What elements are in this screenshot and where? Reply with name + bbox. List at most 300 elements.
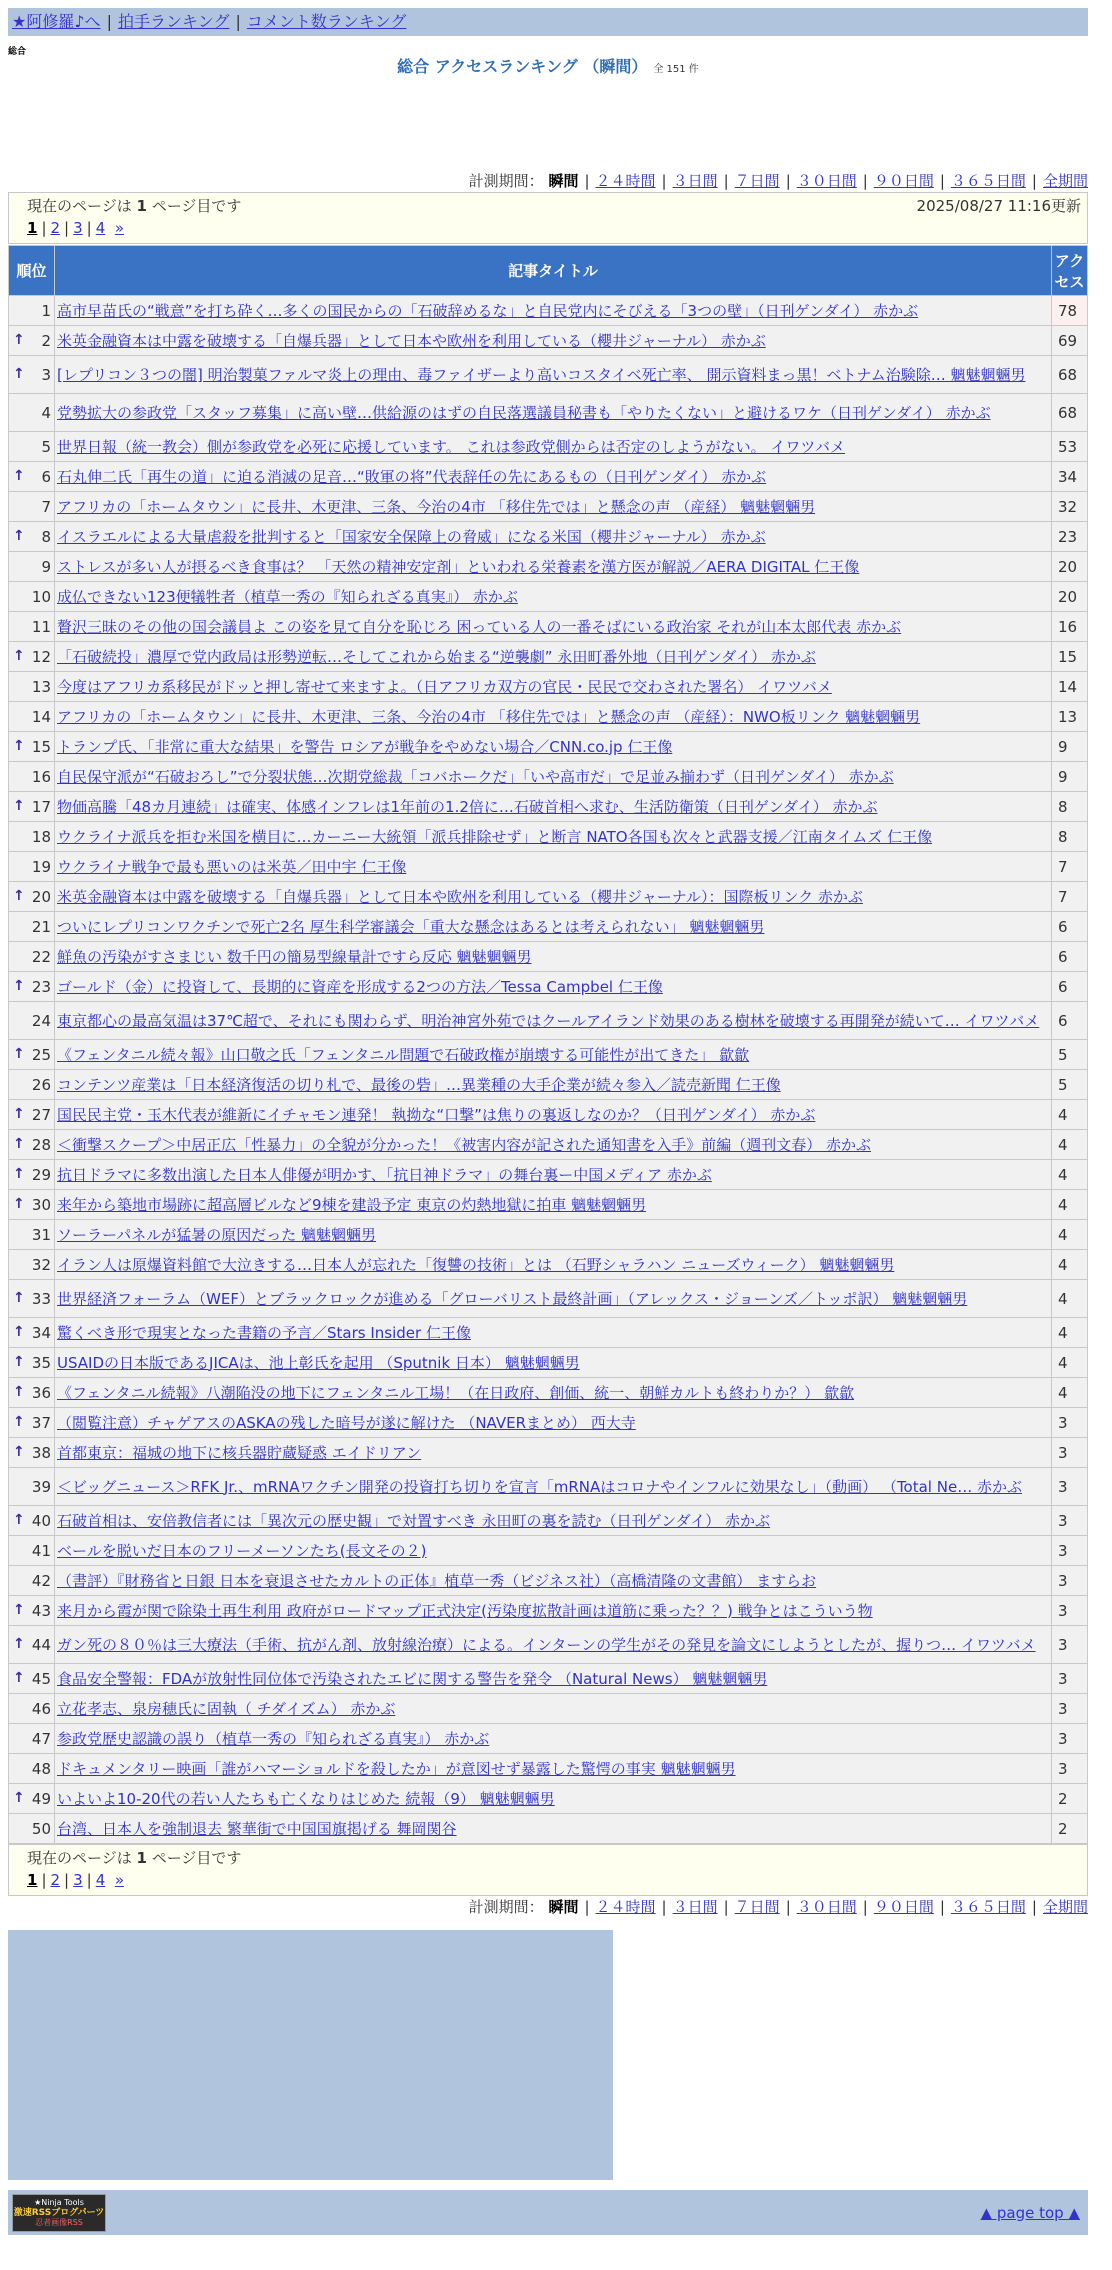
table-row: [9, 732, 1088, 762]
article-link[interactable]: 米英金融資本は中露を破壊する「自爆兵器」として日本や欧州を利用している（櫻井ジャーナル） 赤かぶ: [57, 331, 766, 350]
period-link-7d[interactable]: ７日間: [734, 172, 780, 190]
rank-number: 8: [41, 527, 51, 546]
access-count: 4: [1052, 1348, 1088, 1378]
access-count: 32: [1052, 492, 1088, 522]
page-link-3[interactable]: 3: [73, 1871, 83, 1889]
badge-line2: 激速RSSブログパーツ: [13, 2207, 105, 2218]
rank-cell: [9, 1626, 55, 1664]
access-count: 3: [1052, 1664, 1088, 1694]
rank-cell: [9, 1318, 55, 1348]
access-count: 4: [1052, 1318, 1088, 1348]
article-link[interactable]: 党勢拡大の参政党「スタッフ募集」に高い壁…供給源のはずの自民落選議員秘書も「やりたくない」と避けるワケ（日刊ゲンダイ） 赤かぶ: [57, 403, 991, 422]
title-cell: [55, 1536, 1052, 1566]
article-link[interactable]: 抗日ドラマに多数出演した日本人俳優が明かす、「抗日神ドラマ」の舞台裏ー中国メディア 赤かぶ: [57, 1165, 712, 1184]
article-link[interactable]: 高市早苗氏の“戦意”を打ち砕く…多くの国民からの「石破辞めるな」と自民党内にそびえる「3つの壁」（日刊ゲンダイ） 赤かぶ: [57, 301, 919, 320]
access-count: 3: [1052, 1596, 1088, 1626]
table-row: [9, 1536, 1088, 1566]
table-row: [9, 1596, 1088, 1626]
access-count: 6: [1052, 1002, 1088, 1040]
article-link[interactable]: ドキュメンタリー映画「誰がハマーショルドを殺したか」が意図せず暴露した驚愕の事実 魑魅魍魎男: [57, 1759, 736, 1778]
home-link[interactable]: ★阿修羅♪へ: [12, 12, 101, 31]
period-link-3d[interactable]: ３日間: [672, 172, 718, 190]
table-row: [9, 1784, 1088, 1814]
access-count: 16: [1052, 612, 1088, 642]
access-count: 5: [1052, 1070, 1088, 1100]
rank-cell: [9, 432, 55, 462]
access-count: 20: [1052, 552, 1088, 582]
period-selector-top: 計測期間： 瞬間 | ２４時間 | ３日間 | ７日間 | ３０日間 | ９０日間 | ３６５日間 | 全期間: [468, 172, 1088, 190]
page-link-4[interactable]: 4: [95, 1871, 106, 1889]
rank-number: 14: [31, 707, 51, 726]
title-cell: [55, 942, 1052, 972]
table-row: [9, 356, 1088, 394]
rank-up-arrow-icon: ↑: [13, 1635, 25, 1652]
comments-ranking-link[interactable]: コメント数ランキング: [246, 12, 407, 31]
rank-cell: [9, 762, 55, 792]
rank-number: 35: [31, 1353, 51, 1372]
nav-separator: |: [235, 12, 241, 31]
rank-number: 31: [31, 1225, 51, 1244]
title-cell: [55, 1724, 1052, 1754]
table-row: [9, 1814, 1088, 1844]
rank-cell: [9, 1040, 55, 1070]
rank-number: 29: [31, 1165, 51, 1184]
access-count: 3: [1052, 1626, 1088, 1664]
article-link[interactable]: 食品安全警報：FDAが放射性同位体で汚染されたエビに関する警告を発令 （Natural News） 魑魅魍魎男: [57, 1669, 768, 1688]
access-count: 8: [1052, 792, 1088, 822]
table-row: [9, 1438, 1088, 1468]
title-cell: [55, 1408, 1052, 1438]
rank-cell: [9, 1100, 55, 1130]
access-count: 68: [1052, 356, 1088, 394]
article-link[interactable]: 自民保守派が“石破おろし”で分裂状態…次期党総裁「コバホークだ」「いや高市だ」で足並み揃わず（日刊ゲンダイ） 赤かぶ: [57, 767, 894, 786]
table-row: [9, 1408, 1088, 1438]
access-count: 6: [1052, 912, 1088, 942]
table-row: [9, 612, 1088, 642]
period-selector-bottom: 計測期間： 瞬間 | ２４時間 | ３日間 | ７日間 | ３０日間 | ９０日間 | ３６５日間 | 全期間: [468, 1898, 1088, 1916]
table-row: [9, 326, 1088, 356]
article-link[interactable]: アフリカの「ホームタウン」に長井、木更津、三条、今治の4市 「移住先では」と懸念の声 （産経） 魑魅魍魎男: [57, 497, 816, 516]
table-row: [9, 702, 1088, 732]
title-cell: [55, 972, 1052, 1002]
rank-number: 32: [31, 1255, 51, 1274]
next-page-link[interactable]: »: [114, 1871, 124, 1889]
article-link[interactable]: 成仏できない123便犠牲者（植草一秀の『知られざる真実』） 赤かぶ: [57, 587, 518, 606]
article-link[interactable]: ウクライナ戦争で最も悪いのは米英／田中宇 仁王像: [57, 857, 407, 876]
access-count: 2: [1052, 1784, 1088, 1814]
table-row: [9, 822, 1088, 852]
title-cell: [55, 1378, 1052, 1408]
access-count: 4: [1052, 1280, 1088, 1318]
period-link-365d[interactable]: ３６５日間: [950, 1898, 1026, 1916]
rank-cell: [9, 1438, 55, 1468]
rank-number: 17: [31, 797, 51, 816]
table-row: [9, 1664, 1088, 1694]
page-link-current: 1: [27, 1871, 38, 1889]
header-rank: 順位: [9, 246, 55, 296]
access-count: 3: [1052, 1754, 1088, 1784]
access-count: 4: [1052, 1190, 1088, 1220]
title-cell: [55, 1694, 1052, 1724]
period-link-24h[interactable]: ２４時間: [595, 172, 656, 190]
table-row: [9, 522, 1088, 552]
title-cell: [55, 356, 1052, 394]
ranking-title: 総合 アクセスランキング （瞬間）: [397, 57, 648, 76]
rank-cell: [9, 492, 55, 522]
rank-number: 39: [31, 1477, 51, 1496]
article-link[interactable]: 鮮魚の汚染がすさまじい 数千円の簡易型線量計ですら反応 魑魅魍魎男: [57, 947, 532, 966]
article-link[interactable]: ＜衝撃スクープ＞中居正広「性暴力」の全貌が分かった！《被害内容が記された通知書を入手》前編（週刊文春） 赤かぶ: [57, 1135, 872, 1154]
rank-number: 26: [31, 1075, 51, 1094]
access-count: 3: [1052, 1506, 1088, 1536]
article-link[interactable]: 東京都心の最高気温は37℃超で、それにも関わらず、明治神宮外苑ではクールアイランド効果のある樹林を破壊する再開発が続いて… イワツバメ: [57, 1011, 1040, 1030]
access-count: 7: [1052, 882, 1088, 912]
title-cell: [55, 1160, 1052, 1190]
rank-up-arrow-icon: ↑: [13, 1443, 25, 1460]
access-count: 15: [1052, 642, 1088, 672]
rank-cell: [9, 1220, 55, 1250]
rank-cell: [9, 1536, 55, 1566]
header-title: 記事タイトル: [55, 246, 1052, 296]
rank-cell: [9, 852, 55, 882]
title-cell: [55, 1318, 1052, 1348]
table-row: [9, 852, 1088, 882]
article-link[interactable]: 来月から霞が関で除染土再生利用 政府がロードマップ正式決定(汚染度拡散計画は道筋に乗った？？) 戦争とはこういう物: [57, 1601, 873, 1620]
period-link-30d[interactable]: ３０日間: [796, 172, 857, 190]
rank-cell: [9, 296, 55, 326]
title-cell: [55, 672, 1052, 702]
table-row: [9, 1318, 1088, 1348]
article-link[interactable]: ウクライナ派兵を拒む米国を横目に…カーニー大統領「派兵排除せず」と断言 NATO各国も次々と武器支援／江南タイムズ 仁王像: [57, 827, 933, 846]
rank-number: 18: [31, 827, 51, 846]
table-row: [9, 882, 1088, 912]
rank-up-arrow-icon: ↑: [13, 1353, 25, 1370]
table-row: [9, 792, 1088, 822]
rank-cell: [9, 1160, 55, 1190]
period-current: 瞬間: [548, 172, 579, 190]
access-count: 2: [1052, 1814, 1088, 1844]
title-cell: [55, 1130, 1052, 1160]
rank-number: 1: [41, 301, 51, 320]
rank-cell: [9, 552, 55, 582]
period-link-24h[interactable]: ２４時間: [595, 1898, 656, 1916]
rank-number: 42: [31, 1571, 51, 1590]
title-cell: [55, 1754, 1052, 1784]
title-cell: [55, 612, 1052, 642]
rank-number: 3: [41, 365, 51, 384]
table-row: [9, 1130, 1088, 1160]
rank-up-arrow-icon: ↑: [13, 1383, 25, 1400]
page-top-link[interactable]: ▲ page top ▲: [980, 2203, 1080, 2222]
title-cell: [55, 1220, 1052, 1250]
article-link[interactable]: 「石破続投」濃厚で党内政局は形勢逆転…そしてこれから始まる“逆襲劇” 永田町番外地（日刊ゲンダイ） 赤かぶ: [57, 647, 816, 666]
article-link[interactable]: 参政党歴史認識の誤り（植草一秀の『知られざる真実』） 赤かぶ: [57, 1729, 490, 1748]
category-label: 総合: [8, 47, 27, 57]
access-count: 5: [1052, 1040, 1088, 1070]
article-link[interactable]: イスラエルによる大量虐殺を批判すると「国家安全保障上の脅威」になる米国（櫻井ジャーナル） 赤かぶ: [57, 527, 766, 546]
access-count: 6: [1052, 942, 1088, 972]
ad-spacer: [8, 78, 1088, 170]
rank-number: 25: [31, 1045, 51, 1064]
page-links: 1 | 2 | 3 | 4 »: [27, 1871, 124, 1889]
article-link[interactable]: ＜ビッグニュース＞RFK Jr.、mRNAワクチン開発の投資打ち切りを宣言「mRNAはコロナやインフルに効果なし」（動画） （Total Ne… 赤かぶ: [57, 1477, 1022, 1496]
access-count: 3: [1052, 1408, 1088, 1438]
period-link-30d[interactable]: ３０日間: [796, 1898, 857, 1916]
rank-cell: [9, 1506, 55, 1536]
rank-number: 6: [41, 467, 51, 486]
access-count: 9: [1052, 762, 1088, 792]
rank-number: 37: [31, 1413, 51, 1432]
title-cell: [55, 326, 1052, 356]
period-link-90d[interactable]: ９０日間: [873, 172, 934, 190]
access-count: 3: [1052, 1468, 1088, 1506]
badge-line3: 忍者画像RSS: [35, 2217, 83, 2227]
article-link[interactable]: ガン死の８０％は三大療法（手術、抗がん剤、放射線治療）による。インターンの学生がその発見を論文にしようとしたが、握りつ… イワツバメ: [57, 1635, 1036, 1654]
access-count: 3: [1052, 1694, 1088, 1724]
title-cell: [55, 394, 1052, 432]
rank-cell: [9, 1566, 55, 1596]
rank-cell: [9, 972, 55, 1002]
ninja-rss-badge[interactable]: [12, 2194, 106, 2232]
rank-number: 10: [31, 587, 51, 606]
article-link[interactable]: ゴールド（金）に投資して、長期的に資産を形成する2つの方法／Tessa Campbel 仁王像: [57, 977, 663, 996]
rank-number: 43: [31, 1601, 51, 1620]
rank-up-arrow-icon: ↑: [13, 1511, 25, 1528]
rank-cell: [9, 394, 55, 432]
access-count: 3: [1052, 1438, 1088, 1468]
rank-number: 44: [31, 1635, 51, 1654]
article-link[interactable]: [レプリコン３つの闇] 明治製菓ファルマ炎上の理由、毒ファイザーより高いコスタイベ死亡率、 開示資料まっ黒！ベトナム治験除… 魑魅魍魎男: [57, 365, 1026, 384]
access-count: 4: [1052, 1378, 1088, 1408]
table-row: [9, 552, 1088, 582]
article-link[interactable]: （閲覧注意）チャゲアスのASKAの残した暗号が遂に解けた （NAVERまとめ） 西大寺: [57, 1413, 636, 1432]
rank-cell: [9, 672, 55, 702]
article-link[interactable]: イラン人は原爆資料館で大泣きする…日本人が忘れた「復讐の技術」とは （石野シャラハン ニューズウィーク） 魑魅魍魎男: [57, 1255, 895, 1274]
table-row: [9, 1724, 1088, 1754]
rank-number: 5: [41, 437, 51, 456]
article-link[interactable]: 立花孝志、泉房穂氏に固執（ チダイズム） 赤かぶ: [57, 1699, 396, 1718]
rank-up-arrow-icon: ↑: [13, 1165, 25, 1182]
rank-cell: [9, 612, 55, 642]
rank-number: 38: [31, 1443, 51, 1462]
rank-cell: [9, 1348, 55, 1378]
title-cell: [55, 552, 1052, 582]
access-count: 6: [1052, 972, 1088, 1002]
title-cell: [55, 1468, 1052, 1506]
rank-up-arrow-icon: ↑: [13, 647, 25, 664]
rank-number: 19: [31, 857, 51, 876]
period-link-365d[interactable]: ３６５日間: [950, 172, 1026, 190]
title-cell: [55, 762, 1052, 792]
table-row: [9, 1694, 1088, 1724]
title-cell: [55, 1100, 1052, 1130]
article-link[interactable]: 驚くべき形で現実となった書籍の予言／Stars Insider 仁王像: [57, 1323, 471, 1342]
article-link[interactable]: ストレスが多い人が摂るべき食事は？ 「天然の精神安定剤」といわれる栄養素を漢方医が解説／AERA DIGITAL 仁王像: [57, 557, 860, 576]
rank-cell: [9, 822, 55, 852]
rank-number: 13: [31, 677, 51, 696]
access-count: 53: [1052, 432, 1088, 462]
title-cell: [55, 1596, 1052, 1626]
article-link[interactable]: トランプ氏、「非常に重大な結果」を警告 ロシアが戦争をやめない場合／CNN.co.jp 仁王像: [57, 737, 673, 756]
footer-bar: [8, 2190, 1088, 2235]
rank-number: 21: [31, 917, 51, 936]
article-link[interactable]: USAIDの日本版であるJICAは、池上彰氏を起用 （Sputnik 日本） 魑魅魍魎男: [57, 1353, 580, 1372]
article-link[interactable]: （書評）『財務省と日銀 日本を衰退させたカルトの正体』植草一秀（ビジネス社）（高橋清隆の文書館） ますらお: [57, 1571, 817, 1590]
updated-time: 2025/08/27 11:16更新: [916, 197, 1081, 215]
title-cell: [55, 642, 1052, 672]
total-count: 全 151 件: [653, 64, 699, 75]
table-row: [9, 492, 1088, 522]
table-row: [9, 642, 1088, 672]
rank-cell: [9, 1250, 55, 1280]
article-link[interactable]: 来年から築地市場跡に超高層ビルなど9棟を建設予定 東京の灼熱地獄に拍車 魑魅魍魎男: [57, 1195, 647, 1214]
rank-number: 15: [31, 737, 51, 756]
rank-up-arrow-icon: ↑: [13, 331, 25, 348]
article-link[interactable]: 石丸伸二氏「再生の道」に迫る消滅の足音…“敗軍の将”代表辞任の先にあるもの（日刊ゲンダイ） 赤かぶ: [57, 467, 767, 486]
period-label: 計測期間：: [468, 1898, 544, 1916]
period-label: 計測期間：: [468, 172, 544, 190]
current-page-text: 現在のページは 1 ページ目です: [27, 197, 242, 215]
current-page-text: 現在のページは 1 ページ目です: [27, 1849, 242, 1867]
access-count: 20: [1052, 582, 1088, 612]
access-count: 7: [1052, 852, 1088, 882]
table-row: [9, 1754, 1088, 1784]
rank-number: 22: [31, 947, 51, 966]
article-link[interactable]: 《フェンタニル続々報》山口敬之氏「フェンタニル問題で石破政権が崩壊する可能性が出てきた」 歙歙: [57, 1045, 750, 1064]
rank-number: 27: [31, 1105, 51, 1124]
rank-up-arrow-icon: ↑: [13, 1601, 25, 1618]
table-row: [9, 762, 1088, 792]
rank-cell: [9, 1130, 55, 1160]
table-row: [9, 296, 1088, 326]
period-link-all[interactable]: 全期間: [1042, 172, 1088, 190]
rank-number: 28: [31, 1135, 51, 1154]
table-row: [9, 432, 1088, 462]
rank-cell: [9, 1814, 55, 1844]
article-link[interactable]: 《フェンタニル続報》八潮陥没の地下にフェンタニル工場！（在日政府、創価、統一、朝鮮カルトも終わりか？） 歙歙: [57, 1383, 855, 1402]
title-cell: [55, 1784, 1052, 1814]
rank-number: 24: [31, 1011, 51, 1030]
rank-cell: [9, 356, 55, 394]
table-row: [9, 1626, 1088, 1664]
article-link[interactable]: ついにレプリコンワクチンで死亡2名 厚生科学審議会「重大な懸念はあるとは考えられない」 魑魅魍魎男: [57, 917, 765, 936]
table-row: [9, 1160, 1088, 1190]
period-link-all[interactable]: 全期間: [1042, 1898, 1088, 1916]
access-count: 78: [1052, 296, 1088, 326]
title-cell: [55, 1814, 1052, 1844]
rank-up-arrow-icon: ↑: [13, 1413, 25, 1430]
rank-number: 46: [31, 1699, 51, 1718]
page-link-3[interactable]: 3: [73, 219, 83, 237]
page-link-4[interactable]: 4: [95, 219, 106, 237]
table-row: [9, 1250, 1088, 1280]
rank-cell: [9, 326, 55, 356]
title-cell: [55, 1040, 1052, 1070]
period-link-7d[interactable]: ７日間: [734, 1898, 780, 1916]
rank-cell: [9, 1596, 55, 1626]
article-link[interactable]: 石破首相は、安倍教信者には「異次元の歴史観」で対置すべき 永田町の裏を読む（日刊ゲンダイ） 赤かぶ: [57, 1511, 771, 1530]
period-link-90d[interactable]: ９０日間: [873, 1898, 934, 1916]
article-link[interactable]: コンテンツ産業は「日本経済復活の切り札で、最後の砦」…異業種の大手企業が続々参入／読売新聞 仁王像: [57, 1075, 781, 1094]
article-link[interactable]: ベールを脱いだ日本のフリーメーソンたち(長文その２): [57, 1541, 427, 1560]
title-cell: [55, 1626, 1052, 1664]
access-count: 68: [1052, 394, 1088, 432]
table-row: [9, 1190, 1088, 1220]
article-link[interactable]: 首都東京：福城の地下に核兵器貯蔵疑惑 エイドリアン: [57, 1443, 422, 1462]
table-row: [9, 1506, 1088, 1536]
rank-up-arrow-icon: ↑: [13, 1195, 25, 1212]
title-cell: [55, 492, 1052, 522]
article-link[interactable]: 台湾、日本人を強制退去 繁華街で中国国旗掲げる 舞岡関谷: [57, 1819, 457, 1838]
pager-top: [8, 192, 1088, 244]
page-link-2[interactable]: 2: [50, 219, 61, 237]
rank-number: 49: [31, 1789, 51, 1808]
table-row: [9, 1348, 1088, 1378]
article-link[interactable]: いよいよ10-20代の若い人たちも亡くなりはじめた 続報（9） 魑魅魍魎男: [57, 1789, 555, 1808]
period-link-3d[interactable]: ３日間: [672, 1898, 718, 1916]
title-cell: [55, 1002, 1052, 1040]
rank-up-arrow-icon: ↑: [13, 1789, 25, 1806]
rank-cell: [9, 462, 55, 492]
rank-up-arrow-icon: ↑: [13, 797, 25, 814]
title-cell: [55, 522, 1052, 552]
page-link-2[interactable]: 2: [50, 1871, 61, 1889]
access-count: 13: [1052, 702, 1088, 732]
rank-cell: [9, 1784, 55, 1814]
title-cell: [55, 1190, 1052, 1220]
rank-cell: [9, 642, 55, 672]
table-row: [9, 1070, 1088, 1100]
table-row: [9, 1002, 1088, 1040]
article-link[interactable]: 世界日報（統一教会）側が参政党を必死に応援しています。 これは参政党側からは否定のしようがない。 イワツバメ: [57, 437, 846, 456]
title-cell: [55, 852, 1052, 882]
article-link[interactable]: 贅沢三昧のその他の国会議員よ この姿を見て自分を恥じろ 困っている人の一番そばにいる政治家 それが山本太郎代表 赤かぶ: [57, 617, 902, 636]
article-link[interactable]: 今度はアフリカ系移民がドッと押し寄せて来ますよ。（日アフリカ双方の官民・民民で交わされた署名） イワツバメ: [57, 677, 832, 696]
next-page-link[interactable]: »: [114, 219, 124, 237]
rank-number: 41: [31, 1541, 51, 1560]
table-row: [9, 394, 1088, 432]
access-count: 69: [1052, 326, 1088, 356]
title-cell: [55, 432, 1052, 462]
rank-number: 50: [31, 1819, 51, 1838]
rank-number: 4: [41, 403, 51, 422]
rank-cell: [9, 1002, 55, 1040]
rank-up-arrow-icon: ↑: [13, 977, 25, 994]
rank-cell: [9, 582, 55, 612]
title-cell: [55, 702, 1052, 732]
article-link[interactable]: 国民民主党・玉木代表が維新にイチャモン連発！ 執拗な“口撃”は焦りの裏返しなのか？（日刊ゲンダイ） 赤かぶ: [57, 1105, 816, 1124]
article-link[interactable]: 米英金融資本は中露を破壊する「自爆兵器」として日本や欧州を利用している（櫻井ジャーナル）：国際板リンク 赤かぶ: [57, 887, 863, 906]
table-row: [9, 1100, 1088, 1130]
claps-ranking-link[interactable]: 拍手ランキング: [117, 12, 230, 31]
rank-number: 7: [41, 497, 51, 516]
article-link[interactable]: 世界経済フォーラム（WEF）とブラックロックが進める「グローバリスト最終計画」（アレックス・ジョーンズ／トッポ訳） 魑魅魍魎男: [57, 1289, 968, 1308]
rank-number: 30: [31, 1195, 51, 1214]
rank-cell: [9, 1724, 55, 1754]
page-title: [8, 56, 1088, 78]
access-count: 9: [1052, 732, 1088, 762]
ad-block: [8, 1930, 613, 2180]
title-cell: [55, 1070, 1052, 1100]
rank-cell: [9, 942, 55, 972]
table-row: [9, 1566, 1088, 1596]
article-link[interactable]: アフリカの「ホームタウン」に長井、木更津、三条、今治の4市 「移住先では」と懸念の声 （産経）：NWO板リンク 魑魅魍魎男: [57, 707, 921, 726]
article-link[interactable]: ソーラーパネルが猛暑の原因だった 魑魅魍魎男: [57, 1225, 377, 1244]
article-link[interactable]: 物価高騰「48カ月連続」は確実、体感インフレは1年前の1.2倍に…石破首相へ求む、生活防衛策（日刊ゲンダイ） 赤かぶ: [57, 797, 878, 816]
rank-number: 12: [31, 647, 51, 666]
rank-number: 47: [31, 1729, 51, 1748]
title-cell: [55, 1250, 1052, 1280]
